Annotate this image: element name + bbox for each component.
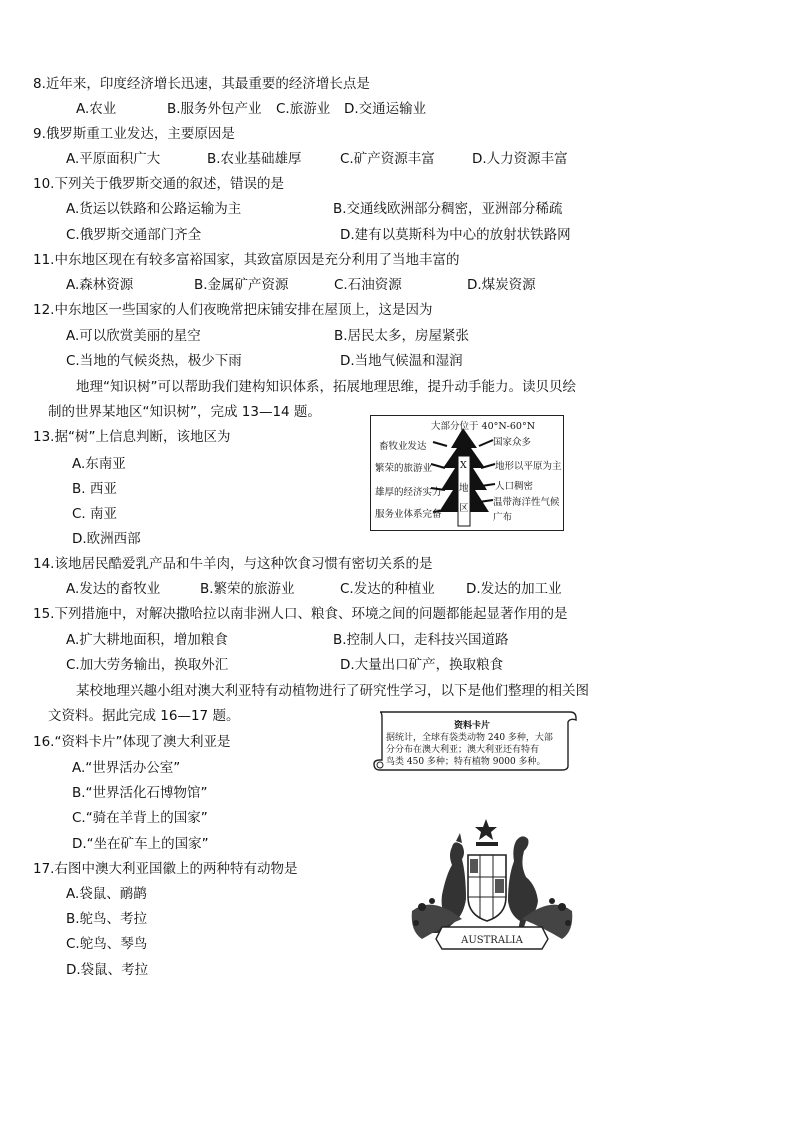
q16-option-b: B.“世界活化石博物馆” — [72, 785, 208, 801]
q15-option-c: C.加大劳务输出，换取外汇 — [66, 657, 229, 673]
q13-option-c: C. 南亚 — [72, 506, 118, 522]
intro-16-17-line1: 某校地理兴趣小组对澳大利亚特有动植物进行了研究性学习，以下是他们整理的相关图 — [76, 683, 589, 699]
tree-trunk-x: X — [460, 460, 467, 471]
q17-stem: 17.右图中澳大利亚国徽上的两种特有动物是 — [33, 861, 298, 877]
q16-option-c: C.“骑在羊背上的国家” — [72, 810, 208, 826]
q13-option-a: A.东南亚 — [72, 456, 126, 472]
q11-option-b: B.金属矿产资源 — [194, 277, 289, 293]
tree-trunk-qu: 区 — [459, 503, 469, 514]
intro-16-17-line2: 文资料。据此完成 16—17 题。 — [48, 708, 240, 724]
q10-stem: 10.下列关于俄罗斯交通的叙述，错误的是 — [33, 176, 284, 192]
intro-13-14-line1: 地理“知识树”可以帮助我们建构知识体系，拓展地理思维，提升动手能力。读贝贝绘 — [76, 379, 576, 395]
card-line-2: 分分布在澳大利亚；澳大利亚还有特有 — [386, 745, 540, 755]
q12-option-d: D.当地气候温和湿润 — [340, 353, 463, 369]
q11-option-a: A.森林资源 — [66, 277, 134, 293]
q11-stem: 11.中东地区现在有较多富裕国家，其致富原因是充分利用了当地丰富的 — [33, 252, 460, 268]
tree-right-3: 人口稠密 — [495, 481, 534, 492]
q8-stem: 8.近年来，印度经济增长迅速，其最重要的经济增长点是 — [33, 76, 370, 92]
q15-stem: 15.下列措施中，对解决撒哈拉以南非洲人口、粮食、环境之间的问题都能起显著作用的是 — [33, 606, 568, 622]
q17-option-b: B.鸵鸟、考拉 — [66, 911, 148, 927]
australia-coat-of-arms-image — [402, 815, 582, 965]
q14-option-b: B.繁荣的旅游业 — [200, 581, 295, 597]
q10-option-c: C.俄罗斯交通部门齐全 — [66, 227, 202, 243]
q12-stem: 12.中东地区一些国家的人们夜晚常把床铺安排在屋顶上，这是因为 — [33, 302, 433, 318]
q11-option-c: C.石油资源 — [334, 277, 402, 293]
q14-option-a: A.发达的畜牧业 — [66, 581, 161, 597]
q10-option-b: B.交通线欧洲部分稠密，亚洲部分稀疏 — [333, 201, 563, 217]
q13-stem: 13.据“树”上信息判断，该地区为 — [33, 429, 231, 445]
q13-option-d: D.欧洲西部 — [72, 531, 141, 547]
q17-option-d: D.袋鼠、考拉 — [66, 962, 149, 978]
q16-option-a: A.“世界活办公室” — [72, 760, 181, 776]
tree-left-2: 繁荣的旅游业 — [375, 463, 433, 474]
tree-top-label: 大部分位于 40°N-60°N — [431, 421, 536, 432]
q9-option-c: C.矿产资源丰富 — [340, 151, 435, 167]
q9-option-d: D.人力资源丰富 — [472, 151, 568, 167]
tree-right-2: 地形以平原为主 — [495, 461, 562, 472]
q8-option-b: B.服务外包产业 — [167, 101, 262, 117]
q16-option-d: D.“坐在矿车上的国家” — [72, 836, 209, 852]
q12-option-a: A.可以欣赏美丽的星空 — [66, 328, 201, 344]
q10-option-a: A.货运以铁路和公路运输为主 — [66, 201, 242, 217]
q8-option-c: C.旅游业 — [276, 101, 331, 117]
q8-option-d: D.交通运输业 — [344, 101, 427, 117]
intro-13-14-line2: 制的世界某地区“知识树”，完成 13—14 题。 — [48, 404, 321, 420]
q12-option-c: C.当地的气候炎热，极少下雨 — [66, 353, 242, 369]
q15-option-d: D.大量出口矿产，换取粮食 — [340, 657, 504, 673]
q11-option-d: D.煤炭资源 — [467, 277, 536, 293]
data-card-scroll — [372, 708, 577, 772]
q9-option-a: A.平原面积广大 — [66, 151, 161, 167]
q8-option-a: A.农业 — [76, 101, 117, 117]
q14-option-c: C.发达的种植业 — [340, 581, 435, 597]
tree-left-3: 雄厚的经济实力 — [375, 487, 442, 498]
tree-right-1: 国家众多 — [493, 437, 532, 448]
q13-option-b: B. 西亚 — [72, 481, 117, 497]
q14-stem: 14.该地居民酷爱乳产品和牛羊肉，与这种饮食习惯有密切关系的是 — [33, 556, 433, 572]
q9-option-b: B.农业基础雄厚 — [207, 151, 302, 167]
q9-stem: 9.俄罗斯重工业发达，主要原因是 — [33, 126, 235, 142]
tree-left-4: 服务业体系完备 — [375, 509, 442, 520]
emblem-ribbon-text: AUSTRALIA — [461, 935, 523, 946]
q14-option-d: D.发达的加工业 — [466, 581, 562, 597]
card-title: 资料卡片 — [454, 721, 491, 731]
tree-right-4: 温带海洋性气候 — [493, 497, 560, 508]
card-line-1: 据统计，全球有袋类动物 240 多种，大部 — [386, 733, 553, 743]
q16-stem: 16.“资料卡片”体现了澳大利亚是 — [33, 734, 231, 750]
q10-option-d: D.建有以莫斯科为中心的放射状铁路网 — [340, 227, 571, 243]
q15-option-a: A.扩大耕地面积，增加粮食 — [66, 632, 228, 648]
card-line-3: 鸟类 450 多种；特有植物 9000 多种。 — [386, 757, 546, 767]
q12-option-b: B.居民太多，房屋紧张 — [334, 328, 470, 344]
q17-option-c: C.鸵鸟、琴鸟 — [66, 936, 148, 952]
q17-option-a: A.袋鼠、鸸鹋 — [66, 886, 147, 902]
knowledge-tree-figure — [370, 415, 564, 531]
tree-trunk-di: 地 — [459, 483, 469, 494]
tree-left-1: 畜牧业发达 — [379, 441, 427, 452]
q15-option-b: B.控制人口，走科技兴国道路 — [333, 632, 509, 648]
coat-of-arms-drawing — [402, 815, 582, 965]
tree-right-5: 广布 — [493, 512, 513, 523]
